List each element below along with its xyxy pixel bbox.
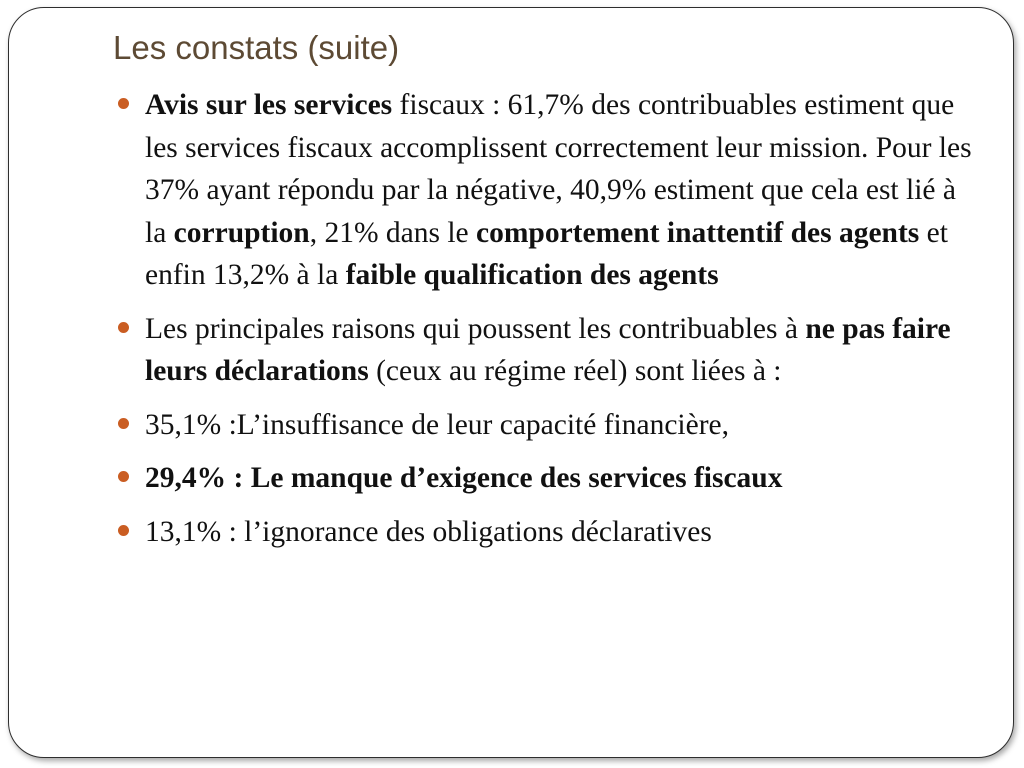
bullet-dot-icon [118, 471, 129, 482]
body-text: 13,1% : l’ignorance des obligations déclaratives [145, 515, 712, 548]
list-item [145, 457, 977, 500]
body-text: (ceux au régime réel) sont liées à : [368, 355, 782, 387]
body-text: fiscaux : 61,7% des contribuables estiment que les services fiscaux accomplissent correctement leur mission. Pour les 37% ayant répondu par la négative, 40,9% estiment que cela est lié à la [145, 89, 972, 249]
list-item [145, 511, 977, 554]
body-text: et enfin 13,2% à la [145, 216, 948, 291]
bullet-dot-icon [118, 322, 129, 333]
bold-phrase: Avis sur les services [145, 89, 393, 121]
bullet-dot-icon [118, 525, 129, 536]
bullet-dot-icon [118, 98, 129, 109]
body-text: , 21% dans le [309, 216, 477, 249]
slide-title: Les constats (suite) [113, 29, 400, 66]
list-item [145, 84, 977, 297]
bold-phrase: ne pas faire leurs déclarations [145, 312, 951, 387]
bold-phrase: comportement inattentif des agents [476, 216, 920, 249]
body-text: 35,1% :L’insuffisance de leur capacité financière, [145, 408, 730, 441]
bullet-list [145, 84, 977, 564]
body-text: 29,4% : Le manque d’exigence des services fiscaux [145, 462, 783, 494]
bold-phrase: faible qualification des agents [345, 259, 719, 291]
bullet-dot-icon [118, 418, 129, 429]
list-item [145, 308, 977, 393]
body-text: Les principales raisons qui poussent les contribuables à [145, 312, 806, 345]
list-item [145, 404, 977, 447]
bold-phrase: corruption [173, 216, 310, 249]
